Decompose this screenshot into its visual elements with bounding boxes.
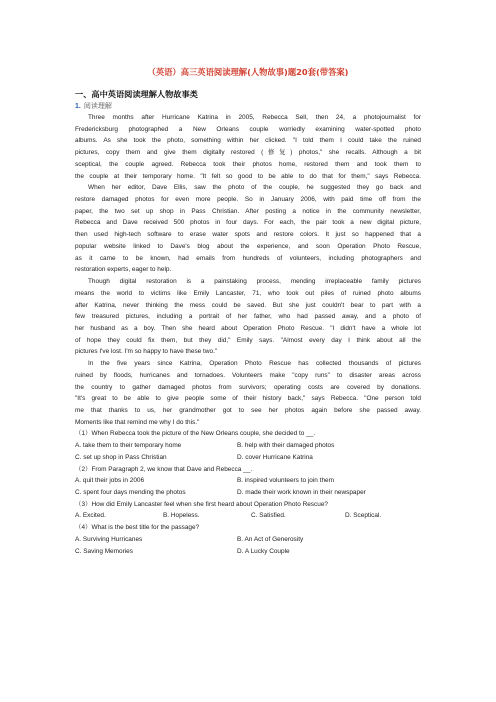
passage-line: paper, the two set up shop in Pass Christian. After posting a notice in the community newsletter, xyxy=(75,207,421,215)
subsection-number: 1. xyxy=(75,103,81,110)
passage-line: the country to gather damaged photos from survivors; operating costs are covered by donations. xyxy=(75,383,421,391)
question-stem: （3）How did Emily Lancaster feel when she first heard about Operation Photo Rescue? xyxy=(75,500,328,508)
document-title: （英语）高三英语阅读理解(人物故事)题20套(带答案) xyxy=(147,67,349,77)
option-d: D. Sceptical. xyxy=(345,512,382,520)
option-c: C. set up shop in Pass Christian xyxy=(75,453,167,461)
passage-line: popular website linked to Dave's blog about the experience, and soon Operation Photo Rescue, xyxy=(75,242,421,250)
passage-line: then used high-tech software to erase water spots and restore colors. It just so happened that a xyxy=(75,231,421,239)
passage-line: pictures I've lost. I'm so happy to have these two." xyxy=(75,348,218,356)
passage-line: of hope they could fix them, but they did," Emily says. "Almost every day I think about all the xyxy=(75,336,421,344)
question-options xyxy=(75,487,421,499)
question-options xyxy=(75,534,421,546)
passage-line: me that thanks to us, her grandmother got to see her photos again before she passed away. xyxy=(75,406,421,414)
passage-line: as it came to be known, had emails from hundreds of volunteers, including photographers and xyxy=(75,254,421,262)
passage-line: restoration experts, eager to help. xyxy=(75,266,172,274)
passage-line: few treasured pictures, including a portrait of her father, who had passed away, and a photo of xyxy=(75,313,421,321)
option-b: B. help with their damaged photos xyxy=(237,442,335,450)
question-stem: （1）When Rebecca took the picture of the New Orleans couple, she decided to __. xyxy=(75,430,316,438)
question-stem: （4）What is the best title for the passage? xyxy=(75,524,200,532)
question-stem: （2）From Paragraph 2, we know that Dave and Rebecca __. xyxy=(75,465,253,473)
passage-line: the couple at their temporary home. "It felt so good to be able to do that for them," says Rebecca. xyxy=(75,172,421,180)
option-b: B. Hopeless. xyxy=(163,512,200,520)
section-heading: 一、高中英语阅读理解人物故事类 xyxy=(75,89,198,99)
passage-line: Though digital restoration is a painstaking process, mending irreplaceable family pictures xyxy=(88,278,421,286)
passage-line: after Katrina, never thinking the mess could be saved. But she just couldn't bear to part with a xyxy=(75,301,421,309)
option-d: D. cover Hurricane Katrina xyxy=(237,453,313,461)
option-c: C. Satisfied. xyxy=(251,512,286,520)
passage-body xyxy=(75,112,421,557)
passage-line: Rebecca and Dave received 500 photos in four days. For each, the pair took a new digital picture, xyxy=(75,219,421,227)
option-b: B. An Act of Generosity xyxy=(237,535,304,543)
question-options xyxy=(75,440,421,452)
passage-line: Three months after Hurricane Katrina in 2005, Rebecca Sell, then 24, a photojournalist for xyxy=(88,114,421,121)
option-d: D. A Lucky Couple xyxy=(237,547,290,555)
passage-line: means the world to victims like Emily Lancaster, 71, who took out piles of ruined photo albums xyxy=(75,289,421,297)
passage-line: sceptical, the couple agreed. Rebecca took their photos home, restored them and took them to xyxy=(75,160,421,168)
option-b: B. inspired volunteers to join them xyxy=(237,477,334,485)
option-c: C. spent four days mending the photos xyxy=(75,489,186,496)
passage-line: When her editor, Dave Ellis, saw the photo of the couple, he suggested they go back and xyxy=(88,184,421,192)
passage-line: "It's great to be able to give people some of their history back," says Rebecca. "One person told xyxy=(75,395,421,403)
passage-line: pictures, copy them and give them digitally restored (修复) photos," she recalls. Although a bit xyxy=(75,149,421,157)
option-c: C. Saving Memories xyxy=(75,547,133,555)
question-options xyxy=(75,510,421,522)
passage-line: Fredericksburg photographed a New Orleans couple worriedly examining water-spotted photo xyxy=(75,125,421,133)
option-a: A. take them to their temporary home xyxy=(75,442,182,450)
option-a: A. Surviving Hurricanes xyxy=(75,535,143,543)
question-options xyxy=(75,546,421,558)
passage-line: restore damaged photos for even more people. So in January 2006, with paid time off from the xyxy=(75,196,421,204)
question-options xyxy=(75,475,421,487)
option-d: D. made their work known in their newspaper xyxy=(237,489,366,496)
passage-line: albums. As she took the photo, something within her clicked. "I told them I could take the ruined xyxy=(75,137,421,145)
passage-line: Moments like that remind me why I do this." xyxy=(75,418,200,426)
passage-line: ruined by floods, hurricanes and tornadoes. Volunteers make "copy runs" to disaster areas across xyxy=(75,371,421,379)
passage-line: her husband as a boy. Then she heard about Operation Photo Rescue. "I didn't have a whole lot xyxy=(75,324,421,332)
passage-line: In the five years since Katrina, Operation Photo Rescue has collected thousands of pictures xyxy=(88,360,421,368)
option-a: A. quit their jobs in 2006 xyxy=(75,477,145,485)
subsection-heading xyxy=(75,101,112,111)
option-a: A. Excited. xyxy=(75,512,106,520)
subsection-label: 阅读理解 xyxy=(83,103,112,110)
question-options xyxy=(75,452,421,464)
